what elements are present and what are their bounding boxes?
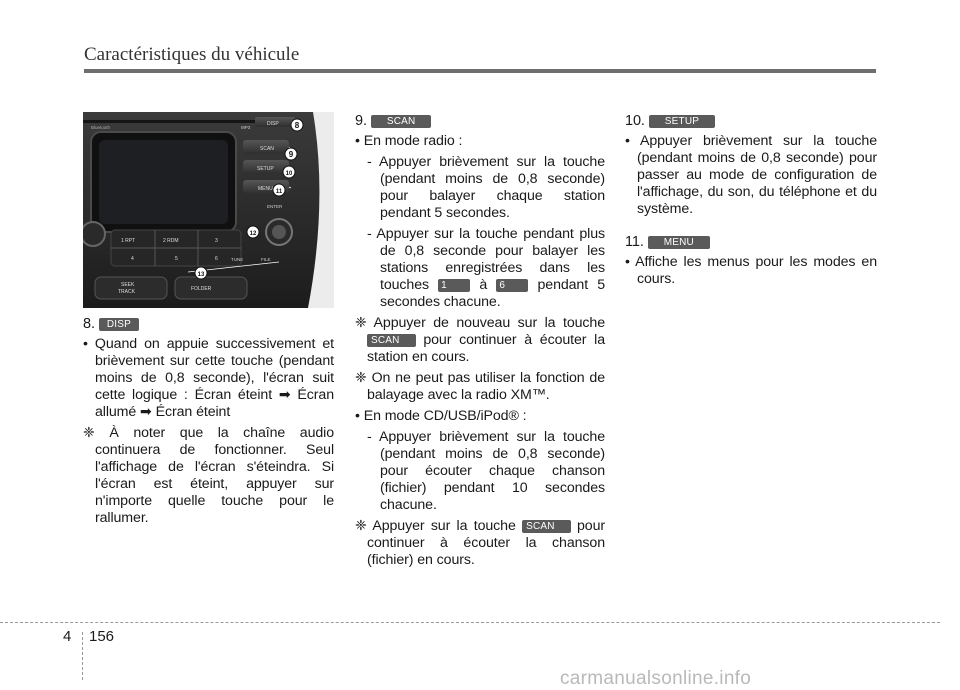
item-10-number: 10. (625, 113, 645, 129)
preset-1-label: 1 RPT (121, 238, 136, 244)
audio-unit-illustration (83, 112, 334, 308)
file-label: FILE (261, 257, 271, 262)
preset-6-label: 6 (215, 256, 218, 262)
item-11-number: 11. (625, 234, 644, 250)
callout-12-label: 12 (249, 231, 257, 237)
scan-note-3 (355, 518, 605, 569)
left-column (83, 316, 334, 531)
mp3-label: MP3 (241, 125, 251, 130)
item-9-heading (355, 113, 605, 130)
right-column (625, 113, 877, 292)
preset-6-key-badge: 6 (496, 279, 528, 292)
tune-label: TUNE (231, 257, 244, 262)
setup-label: SETUP (257, 166, 274, 172)
scan-note-1 (355, 315, 605, 366)
track-label: TRACK (118, 289, 135, 295)
callout-13-label: 13 (197, 272, 205, 278)
radio-item-2-text-mid: à (479, 277, 488, 293)
preset-4-label: 4 (131, 256, 134, 262)
scan-note-1-pre: ❈ Appuyer de nouveau sur la touche (355, 315, 605, 331)
cd-mode-heading: • En mode CD/USB/iPod® : (355, 408, 527, 424)
enter-label: ENTER (267, 204, 283, 209)
bluetooth-label: Bluetooth (91, 125, 111, 130)
header-rule (84, 69, 876, 73)
watermark: carmanualsonline.info (560, 668, 752, 689)
scan-note-3-pre: ❈ Appuyer sur la touche (355, 518, 516, 534)
scan-key-badge-3: SCAN (522, 520, 571, 533)
seek-label: SEEK (121, 282, 135, 288)
callout-11-label: 11 (275, 189, 283, 195)
audio-unit-drawing (83, 112, 334, 308)
scan-note-3-post: pour continuer à écouter la chanson (fichier) en cours. (367, 518, 606, 568)
item-11-heading (625, 234, 877, 251)
radio-item-2-text-pre: - Appuyer sur la touche pendant plus de 0,8 seconde pour balayer les stations enregistrées dans les touches (367, 226, 605, 293)
scan-key-badge-2: SCAN (367, 334, 416, 347)
item-10-heading (625, 113, 877, 130)
cd-mode-item-1: - Appuyer brièvement sur la touche (pendant moins de 0,8 seconde) pour écouter chaque chanson (fichier) pendant 10 secondes chacune. (367, 429, 605, 513)
disp-label: DISP (267, 121, 279, 127)
seek-track-button[interactable] (95, 277, 167, 299)
preset-1-key-badge: 1 (438, 279, 470, 292)
callout-9-label: 9 (288, 150, 294, 159)
page-number: 156 (89, 628, 115, 645)
scan-label: SCAN (260, 146, 274, 152)
footer-vertical-divider (82, 632, 83, 680)
item-11-bullet: • Affiche les menus pour les modes en cours. (625, 254, 877, 287)
setup-key-badge: SETUP (649, 115, 715, 128)
menu-key-badge: MENU (648, 236, 710, 249)
item-8-bullet: • Quand on appuie successivement et brièvement sur cette touche (pendant moins de 0,8 seconde), l'écran suit cette logique : Écran éteint ➡ Écran allumé ➡ Écran éteint (83, 336, 334, 420)
scan-note-2: ❈ On ne peut pas utiliser la fonction de balayage avec la radio XM™. (355, 370, 605, 403)
item-8-heading (83, 316, 334, 333)
radio-mode-item-2 (355, 226, 605, 311)
callout-10-label: 10 (285, 171, 293, 177)
page-header-title: Caractéristiques du véhicule (84, 44, 300, 65)
item-9-number: 9. (355, 113, 367, 129)
radio-mode-heading: • En mode radio : (355, 133, 463, 149)
menu-label: MENU (258, 186, 273, 192)
callout-8-label: 8 (294, 121, 300, 130)
volume-knob[interactable] (83, 222, 105, 246)
item-10-bullet: • Appuyer brièvement sur la touche (pendant moins de 0,8 seconde) pour passer au mode de configuration de l'affichage, du son, du téléphone et du système. (625, 133, 877, 217)
preset-2-label: 2 RDM (163, 238, 179, 244)
radio-item-2-text-post: pendant 5 secondes chacune. (380, 277, 606, 310)
chapter-number: 4 (63, 628, 72, 645)
folder-label: FOLDER (191, 286, 212, 292)
item-8-number: 8. (83, 316, 95, 332)
preset-3-label: 3 (215, 238, 218, 244)
footer-divider (0, 622, 940, 623)
scan-key-badge: SCAN (371, 115, 432, 128)
preset-5-label: 5 (175, 256, 178, 262)
radio-mode-item-1: - Appuyer brièvement sur la touche (pendant moins de 0,8 seconde) pour balayer chaque station pendant 5 secondes. (367, 154, 605, 221)
middle-column (355, 113, 605, 573)
disp-key-badge: DISP (99, 318, 139, 331)
scan-note-1-post: pour continuer à écouter la station en cours. (367, 332, 606, 365)
item-8-note: ❈ À noter que la chaîne audio continuera de fonctionner. Seul l'affichage de l'écran s'éteindra. Si l'écran est éteint, appuyer sur n'importe quelle touche pour le rallumer. (83, 425, 334, 526)
